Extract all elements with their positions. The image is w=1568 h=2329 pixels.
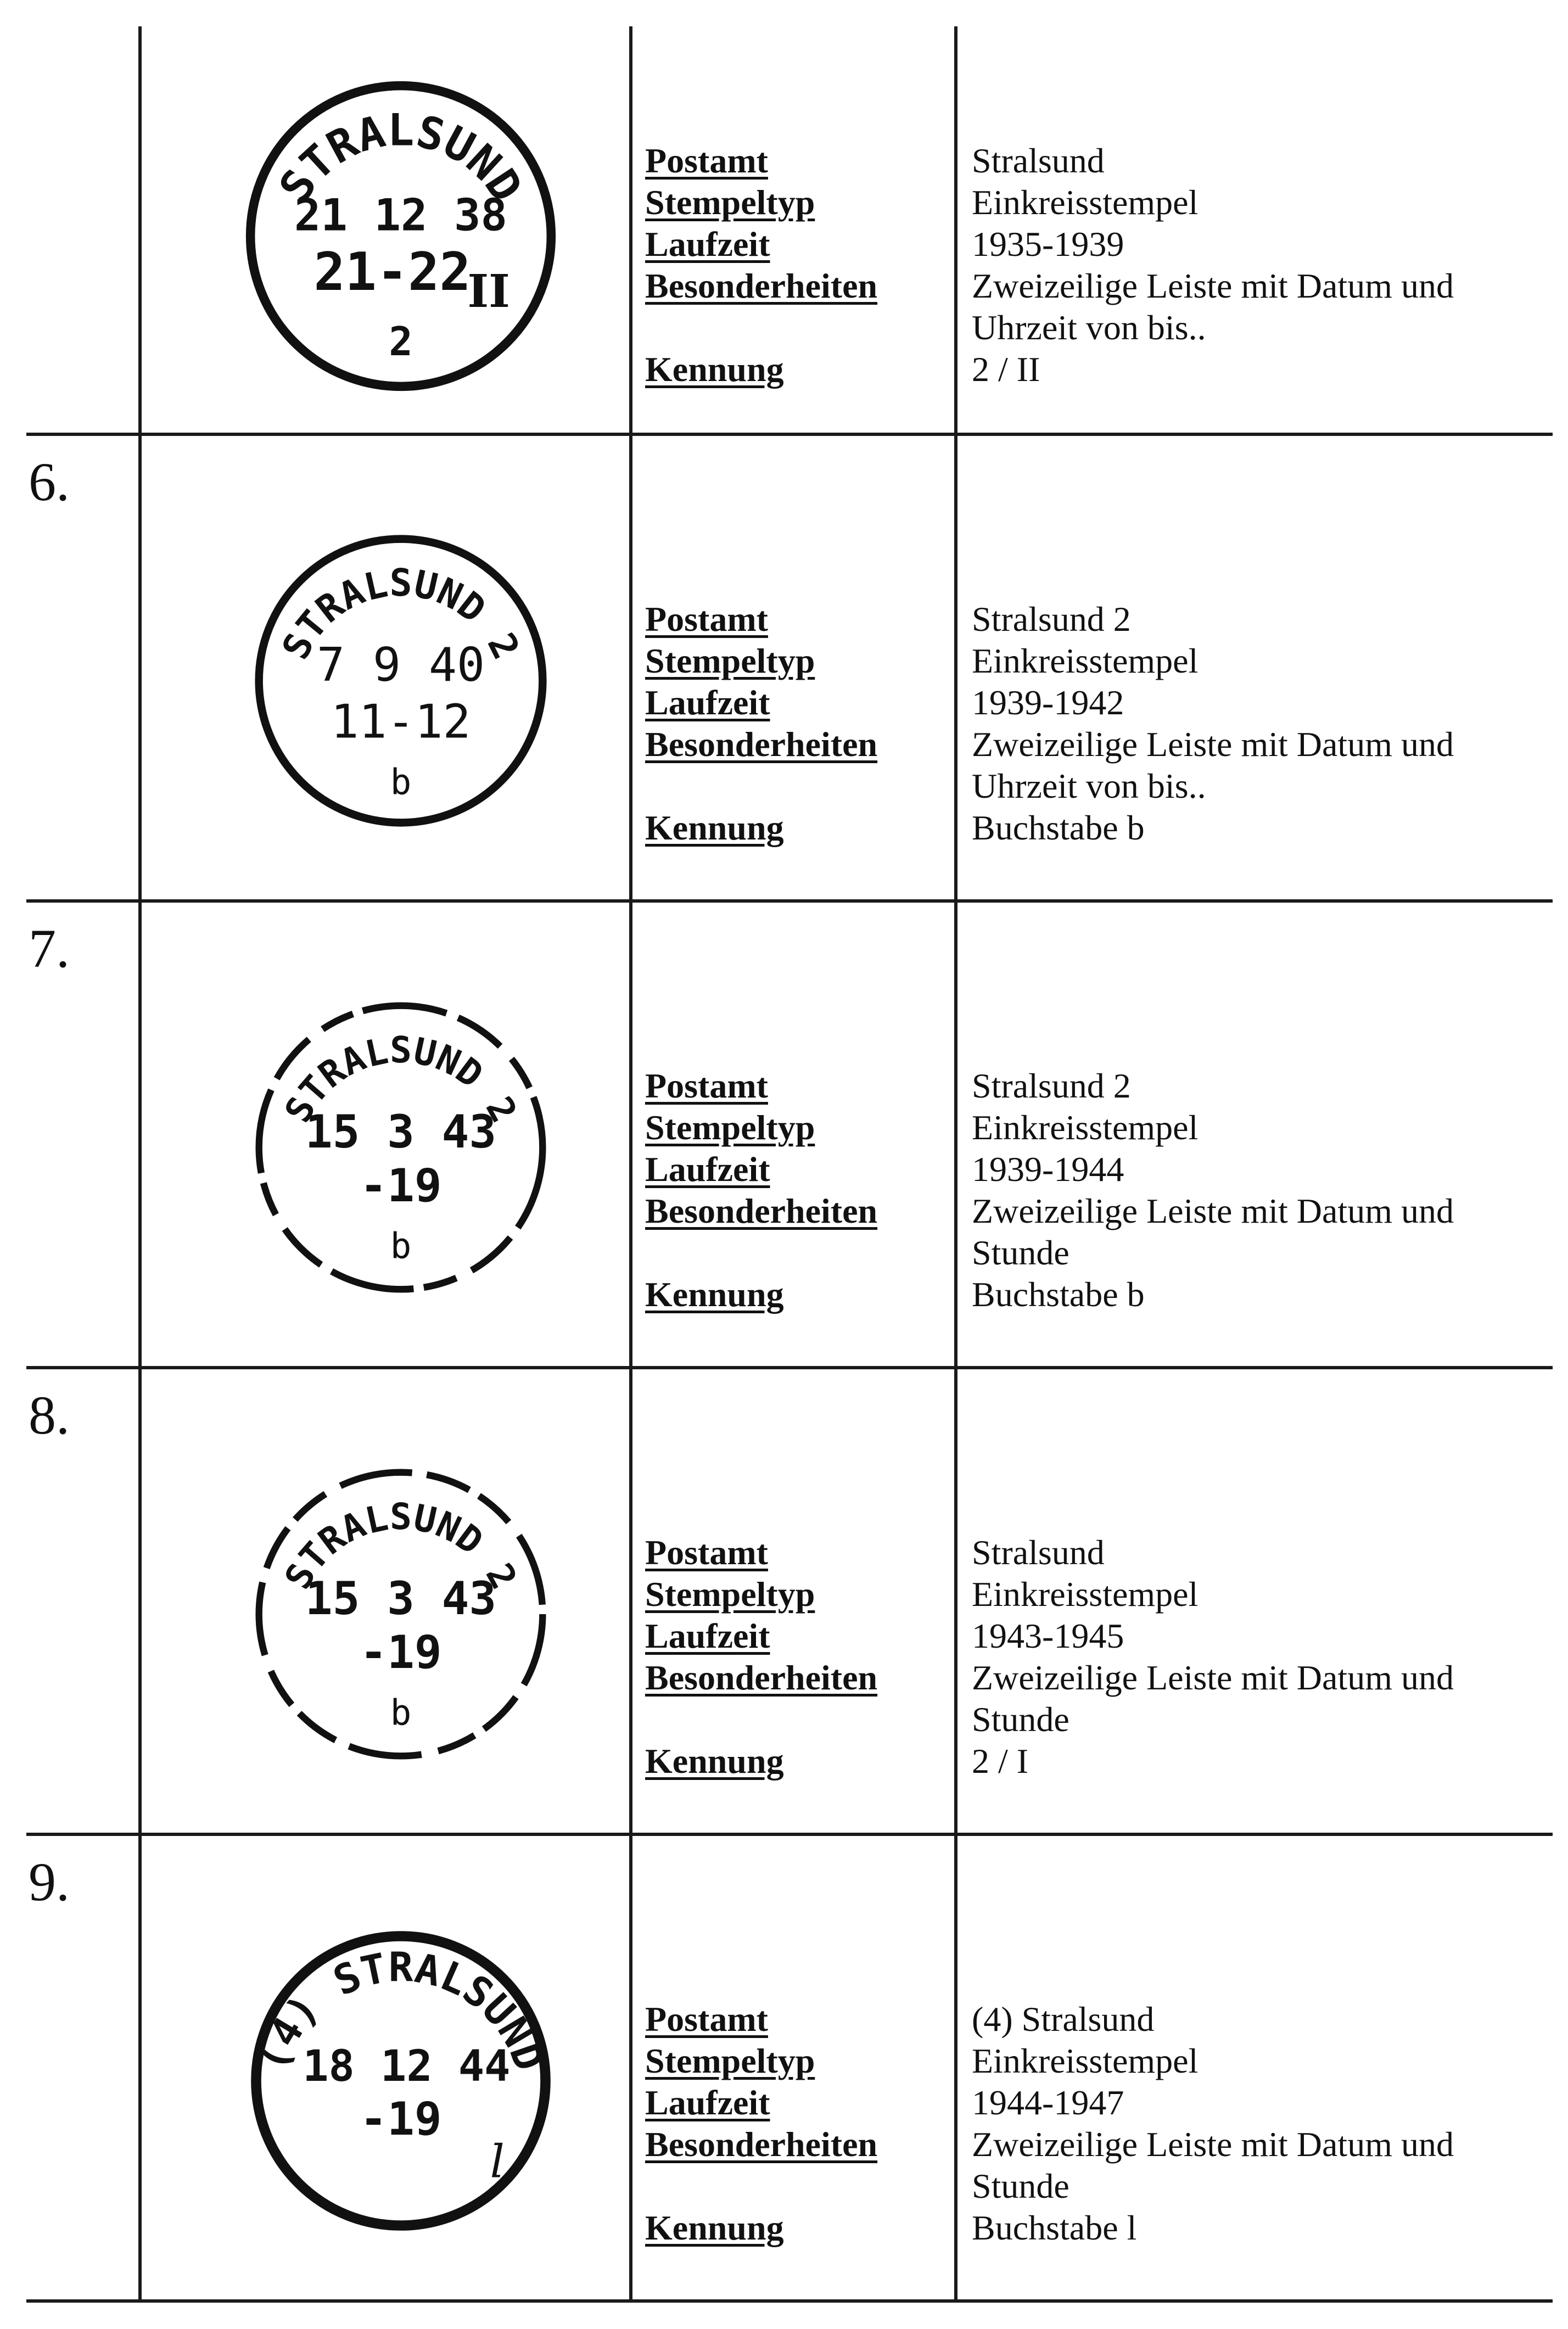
field-values: [972, 598, 1532, 849]
stamp-row: [0, 1834, 1568, 2300]
stamp-ring-text: STRALSUND 2: [276, 1029, 525, 1129]
stamp-row: [0, 900, 1568, 1367]
value-besonderheiten-cont: Stunde: [972, 2166, 1069, 2205]
label-besonderheiten: Besonderheiten: [645, 1658, 878, 1697]
field-labels: [645, 1532, 877, 1782]
postmark-stamp-icon: [231, 1444, 571, 1784]
value-besonderheiten-cont: Stunde: [972, 1233, 1069, 1272]
stamp-date: 15 3 43: [305, 1572, 497, 1625]
value-kennung: Buchstabe b: [972, 808, 1145, 847]
field-labels: [645, 1065, 877, 1315]
stamp-row: [0, 0, 1568, 434]
field-values: [972, 1532, 1532, 1782]
label-besonderheiten: Besonderheiten: [645, 1191, 878, 1230]
label-postamt: Postamt: [645, 1533, 768, 1572]
value-kennung: Buchstabe l: [972, 2208, 1137, 2247]
value-laufzeit: 1939-1942: [972, 683, 1124, 722]
value-kennung: Buchstabe b: [972, 1275, 1145, 1314]
stamp-date: 18 12 44: [303, 2041, 511, 2091]
value-stempeltyp: Einkreisstempel: [972, 1575, 1199, 1614]
label-laufzeit: Laufzeit: [645, 225, 770, 264]
value-besonderheiten: Zweizeilige Leiste mit Datum und: [972, 1191, 1454, 1230]
row-number: 8.: [29, 1385, 70, 1446]
label-kennung: Kennung: [645, 1275, 784, 1314]
stamp-date: 15 3 43: [305, 1106, 497, 1158]
stamp-row: [0, 1367, 1568, 1834]
value-stempeltyp: Einkreisstempel: [972, 183, 1199, 222]
value-postamt: (4) Stralsund: [972, 2000, 1155, 2039]
value-laufzeit: 1943-1945: [972, 1616, 1124, 1655]
value-besonderheiten: Zweizeilige Leiste mit Datum und: [972, 266, 1454, 305]
value-postamt: Stralsund 2: [972, 1066, 1131, 1105]
label-stempeltyp: Stempeltyp: [645, 641, 815, 680]
stamp-time: 21-22: [313, 242, 471, 303]
label-kennung: Kennung: [645, 350, 784, 389]
value-postamt: Stralsund: [972, 141, 1105, 180]
stamp-ring-text: (4) STRALSUND: [248, 1943, 553, 2076]
label-postamt: Postamt: [645, 141, 768, 180]
value-besonderheiten: Zweizeilige Leiste mit Datum und: [972, 725, 1454, 764]
postmark-stamp-icon: [231, 977, 571, 1318]
label-laufzeit: Laufzeit: [645, 1150, 770, 1189]
label-stempeltyp: Stempeltyp: [645, 1108, 815, 1147]
label-besonderheiten: Besonderheiten: [645, 266, 878, 305]
field-values: [972, 140, 1532, 390]
stamp-time: 11-12: [331, 694, 471, 749]
label-kennung: Kennung: [645, 2208, 784, 2247]
value-besonderheiten-cont: Stunde: [972, 1700, 1069, 1739]
stamp-row: [0, 434, 1568, 900]
field-values: [972, 1998, 1532, 2249]
value-stempeltyp: Einkreisstempel: [972, 2041, 1199, 2080]
stamp-suffix: II: [467, 265, 510, 318]
label-stempeltyp: Stempeltyp: [645, 1575, 815, 1614]
stamp-ring-text: STRALSUND: [269, 104, 533, 211]
value-postamt: Stralsund 2: [972, 600, 1131, 639]
stamp-ring-text: STRALSUND 2: [274, 562, 528, 667]
stamp-date: 7 9 40: [316, 637, 485, 692]
stamp-bottom: 2: [389, 319, 413, 365]
value-stempeltyp: Einkreisstempel: [972, 641, 1199, 680]
label-postamt: Postamt: [645, 2000, 768, 2039]
value-besonderheiten-cont: Uhrzeit von bis..: [972, 766, 1206, 805]
stamp-bottom: b: [390, 1693, 412, 1734]
field-values: [972, 1065, 1532, 1315]
label-laufzeit: Laufzeit: [645, 1616, 770, 1655]
label-stempeltyp: Stempeltyp: [645, 183, 815, 222]
stamp-bottom: b: [390, 762, 412, 803]
label-kennung: Kennung: [645, 1742, 784, 1781]
postmark-stamp-icon: [231, 511, 571, 851]
value-besonderheiten: Zweizeilige Leiste mit Datum und: [972, 1658, 1454, 1697]
value-postamt: Stralsund: [972, 1533, 1105, 1572]
field-labels: [645, 140, 877, 390]
stamp-bottom: b: [390, 1226, 412, 1267]
value-laufzeit: 1939-1944: [972, 1150, 1124, 1189]
row-number: 7.: [29, 918, 70, 979]
stamp-time: -19: [360, 2093, 442, 2146]
label-postamt: Postamt: [645, 600, 768, 639]
label-besonderheiten: Besonderheiten: [645, 725, 878, 764]
value-besonderheiten: Zweizeilige Leiste mit Datum und: [972, 2125, 1454, 2164]
label-kennung: Kennung: [645, 808, 784, 847]
stamp-time: -19: [360, 1160, 442, 1213]
label-stempeltyp: Stempeltyp: [645, 2041, 815, 2080]
value-besonderheiten-cont: Uhrzeit von bis..: [972, 308, 1206, 347]
value-kennung: 2 / II: [972, 350, 1040, 389]
stamp-date: 21 12 38: [294, 189, 508, 242]
stamp-bottom: l: [490, 2135, 505, 2188]
stamp-ring-text: STRALSUND 2: [276, 1496, 525, 1596]
value-laufzeit: 1944-1947: [972, 2083, 1124, 2122]
value-stempeltyp: Einkreisstempel: [972, 1108, 1199, 1147]
stamp-time: -19: [360, 1626, 442, 1679]
postmark-stamp-icon: [231, 66, 571, 406]
field-labels: [645, 598, 877, 849]
label-laufzeit: Laufzeit: [645, 683, 770, 722]
value-kennung: 2 / I: [972, 1742, 1029, 1781]
row-number: 6.: [29, 451, 70, 512]
field-labels: [645, 1998, 877, 2249]
label-laufzeit: Laufzeit: [645, 2083, 770, 2122]
postmark-stamp-icon: [231, 1911, 571, 2251]
label-besonderheiten: Besonderheiten: [645, 2125, 878, 2164]
label-postamt: Postamt: [645, 1066, 768, 1105]
value-laufzeit: 1935-1939: [972, 225, 1124, 264]
row-number: 9.: [29, 1851, 70, 1912]
